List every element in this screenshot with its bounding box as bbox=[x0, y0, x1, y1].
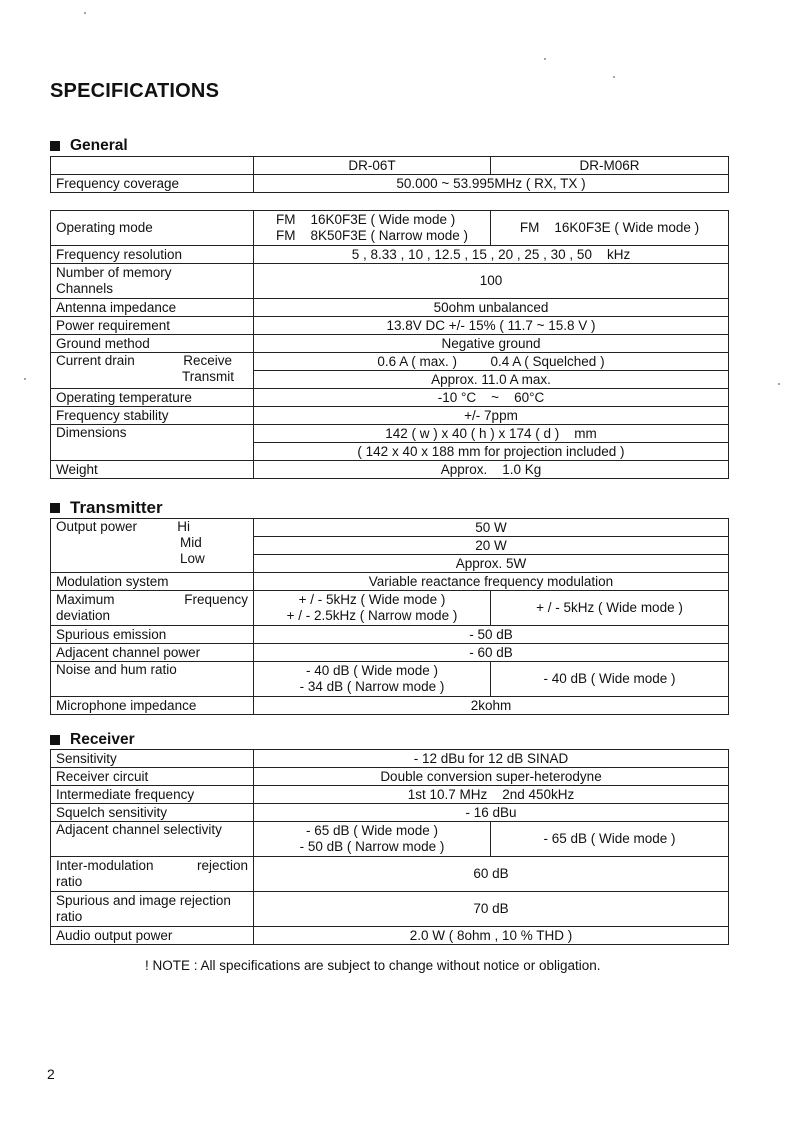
row-label bbox=[51, 892, 254, 927]
transmit-label: Transmit bbox=[181, 369, 234, 384]
row-label bbox=[51, 353, 254, 389]
row-label: Adjacent channel power bbox=[51, 644, 254, 662]
row-label: Antenna impedance bbox=[51, 299, 254, 317]
value-line: - 50 dB ( Narrow mode ) bbox=[299, 839, 445, 854]
row-value: 60 dB bbox=[254, 857, 729, 892]
table-row bbox=[51, 644, 729, 662]
scan-speck bbox=[24, 378, 26, 380]
table-row bbox=[51, 211, 729, 246]
table-row bbox=[51, 461, 729, 479]
transmitter-heading bbox=[50, 498, 163, 518]
noise-hum-drm06r: - 40 dB ( Wide mode ) bbox=[491, 662, 729, 697]
row-value: 20 W bbox=[254, 537, 729, 555]
scan-speck bbox=[778, 383, 780, 385]
table-row bbox=[51, 389, 729, 407]
bullet-square-icon bbox=[50, 503, 60, 513]
table-row bbox=[51, 750, 729, 768]
row-value: 2.0 W ( 8ohm , 10 % THD ) bbox=[254, 927, 729, 945]
row-value: Variable reactance frequency modulation bbox=[254, 573, 729, 591]
table-row bbox=[51, 407, 729, 425]
table-row bbox=[51, 662, 729, 697]
noise-hum-dr06t bbox=[254, 662, 491, 697]
receiver-heading-text: Receiver bbox=[70, 731, 135, 748]
table-row bbox=[51, 927, 729, 945]
row-value bbox=[254, 353, 729, 371]
value-line: + / - 5kHz ( Wide mode ) bbox=[298, 592, 446, 607]
table-row bbox=[51, 246, 729, 264]
row-value: 5 , 8.33 , 10 , 12.5 , 15 , 20 , 25 , 30 , 50 kHz bbox=[254, 246, 729, 264]
table-row bbox=[51, 786, 729, 804]
table-row bbox=[51, 353, 729, 371]
row-label: Intermediate frequency bbox=[51, 786, 254, 804]
page-number: 2 bbox=[47, 1066, 55, 1082]
label-line: Number of memory bbox=[56, 265, 172, 280]
model-header-dr06t: DR-06T bbox=[254, 157, 491, 175]
row-value: 70 dB bbox=[254, 892, 729, 927]
row-value: - 50 dB bbox=[254, 626, 729, 644]
row-value: 50.000 ~ 53.995MHz ( RX, TX ) bbox=[254, 175, 729, 193]
row-label: Modulation system bbox=[51, 573, 254, 591]
table-row bbox=[51, 697, 729, 715]
row-label bbox=[51, 591, 254, 626]
label-word: Inter-modulation bbox=[56, 858, 154, 873]
mode-line: FM 16K0F3E ( Wide mode ) bbox=[276, 212, 456, 227]
row-value: - 60 dB bbox=[254, 644, 729, 662]
table-row bbox=[51, 299, 729, 317]
row-label bbox=[51, 264, 254, 299]
operating-mode-dr06t bbox=[254, 211, 491, 246]
row-value: -10 °C ~ 60°C bbox=[254, 389, 729, 407]
row-label: Power requirement bbox=[51, 317, 254, 335]
general-spec-table bbox=[50, 210, 729, 479]
row-label: Squelch sensitivity bbox=[51, 804, 254, 822]
row-value: 142 ( w ) x 40 ( h ) x 174 ( d ) mm bbox=[254, 425, 729, 443]
label-line: deviation bbox=[56, 608, 111, 623]
label-word: Frequency bbox=[184, 592, 248, 607]
row-label: Audio output power bbox=[51, 927, 254, 945]
value-line: - 34 dB ( Narrow mode ) bbox=[299, 679, 445, 694]
current-drain-label: Current drain bbox=[56, 353, 135, 368]
row-value: +/- 7ppm bbox=[254, 407, 729, 425]
table-row bbox=[51, 317, 729, 335]
model-header-drm06r: DR-M06R bbox=[491, 157, 729, 175]
row-value: 1st 10.7 MHz 2nd 450kHz bbox=[254, 786, 729, 804]
row-label: Noise and hum ratio bbox=[51, 662, 254, 697]
label-word: Maximum bbox=[56, 592, 115, 607]
table-row bbox=[51, 573, 729, 591]
deviation-drm06r: + / - 5kHz ( Wide mode ) bbox=[491, 591, 729, 626]
row-value: Negative ground bbox=[254, 335, 729, 353]
output-power-label: Output power bbox=[56, 519, 138, 534]
row-label: Sensitivity bbox=[51, 750, 254, 768]
scan-speck bbox=[544, 58, 546, 60]
table-row bbox=[51, 626, 729, 644]
row-label: Dimensions bbox=[51, 425, 254, 461]
label-line bbox=[56, 353, 248, 369]
label-line: Spurious and image rejection bbox=[56, 893, 231, 908]
general-heading bbox=[50, 137, 128, 155]
row-label: Microphone impedance bbox=[51, 697, 254, 715]
table-row bbox=[51, 768, 729, 786]
scan-speck bbox=[613, 76, 615, 78]
operating-mode-drm06r: FM 16K0F3E ( Wide mode ) bbox=[491, 211, 729, 246]
row-label: Ground method bbox=[51, 335, 254, 353]
row-value: - 12 dBu for 12 dB SINAD bbox=[254, 750, 729, 768]
label-line: Channels bbox=[56, 281, 114, 296]
table-row bbox=[51, 892, 729, 927]
row-value: - 16 dBu bbox=[254, 804, 729, 822]
row-value: 50 W bbox=[254, 519, 729, 537]
row-value: ( 142 x 40 x 188 mm for projection included ) bbox=[254, 443, 729, 461]
transmitter-heading-text: Transmitter bbox=[70, 498, 163, 517]
row-label: Spurious emission bbox=[51, 626, 254, 644]
row-label bbox=[51, 519, 254, 573]
row-label bbox=[51, 857, 254, 892]
transmitter-spec-table bbox=[50, 518, 729, 715]
empty-cell bbox=[51, 157, 254, 175]
row-value: Approx. 11.0 A max. bbox=[254, 371, 729, 389]
receive-max: 0.6 A ( max. ) bbox=[377, 353, 457, 369]
bullet-square-icon bbox=[50, 141, 60, 151]
label-word: rejection bbox=[196, 858, 248, 873]
row-value: 13.8V DC +/- 15% ( 11.7 ~ 15.8 V ) bbox=[254, 317, 729, 335]
label-line bbox=[56, 519, 248, 535]
value-line: - 65 dB ( Wide mode ) bbox=[305, 823, 439, 838]
receive-label: Receive bbox=[183, 353, 232, 368]
label-line: ratio bbox=[56, 874, 83, 889]
table-row bbox=[51, 519, 729, 537]
row-label: Adjacent channel selectivity bbox=[51, 822, 254, 857]
scan-speck bbox=[84, 12, 86, 14]
table-row bbox=[51, 264, 729, 299]
row-value: Approx. 1.0 Kg bbox=[254, 461, 729, 479]
table-row bbox=[51, 157, 729, 175]
row-label: Frequency stability bbox=[51, 407, 254, 425]
table-row bbox=[51, 591, 729, 626]
page-title: SPECIFICATIONS bbox=[50, 80, 220, 102]
value-line: - 40 dB ( Wide mode ) bbox=[305, 663, 439, 678]
label-line: ratio bbox=[56, 909, 83, 924]
row-value: Double conversion super-heterodyne bbox=[254, 768, 729, 786]
deviation-dr06t bbox=[254, 591, 491, 626]
low-label: Low bbox=[180, 551, 205, 566]
row-label: Operating temperature bbox=[51, 389, 254, 407]
selectivity-dr06t bbox=[254, 822, 491, 857]
row-label: Frequency coverage bbox=[51, 175, 254, 193]
row-value: 100 bbox=[254, 264, 729, 299]
table-row bbox=[51, 804, 729, 822]
label-line bbox=[56, 858, 248, 874]
row-label: Weight bbox=[51, 461, 254, 479]
row-value: 50ohm unbalanced bbox=[254, 299, 729, 317]
general-heading-text: General bbox=[70, 137, 128, 154]
table-row bbox=[51, 857, 729, 892]
row-label: Frequency resolution bbox=[51, 246, 254, 264]
hi-label: Hi bbox=[177, 519, 190, 534]
row-value: Approx. 5W bbox=[254, 555, 729, 573]
row-value: 2kohm bbox=[254, 697, 729, 715]
row-label: Receiver circuit bbox=[51, 768, 254, 786]
general-header-table bbox=[50, 156, 729, 193]
disclaimer-note: ! NOTE : All specifications are subject to change without notice or obligation. bbox=[145, 958, 601, 973]
receiver-spec-table bbox=[50, 749, 729, 945]
receive-squelched: 0.4 A ( Squelched ) bbox=[490, 353, 605, 369]
table-row bbox=[51, 425, 729, 443]
row-label: Operating mode bbox=[51, 211, 254, 246]
table-row bbox=[51, 175, 729, 193]
table-row bbox=[51, 822, 729, 857]
table-row bbox=[51, 335, 729, 353]
selectivity-drm06r: - 65 dB ( Wide mode ) bbox=[491, 822, 729, 857]
receiver-heading bbox=[50, 731, 135, 749]
mid-label: Mid bbox=[180, 535, 202, 550]
value-line: + / - 2.5kHz ( Narrow mode ) bbox=[286, 608, 458, 623]
label-line bbox=[56, 592, 248, 608]
bullet-square-icon bbox=[50, 735, 60, 745]
mode-line: FM 8K50F3E ( Narrow mode ) bbox=[276, 228, 469, 243]
